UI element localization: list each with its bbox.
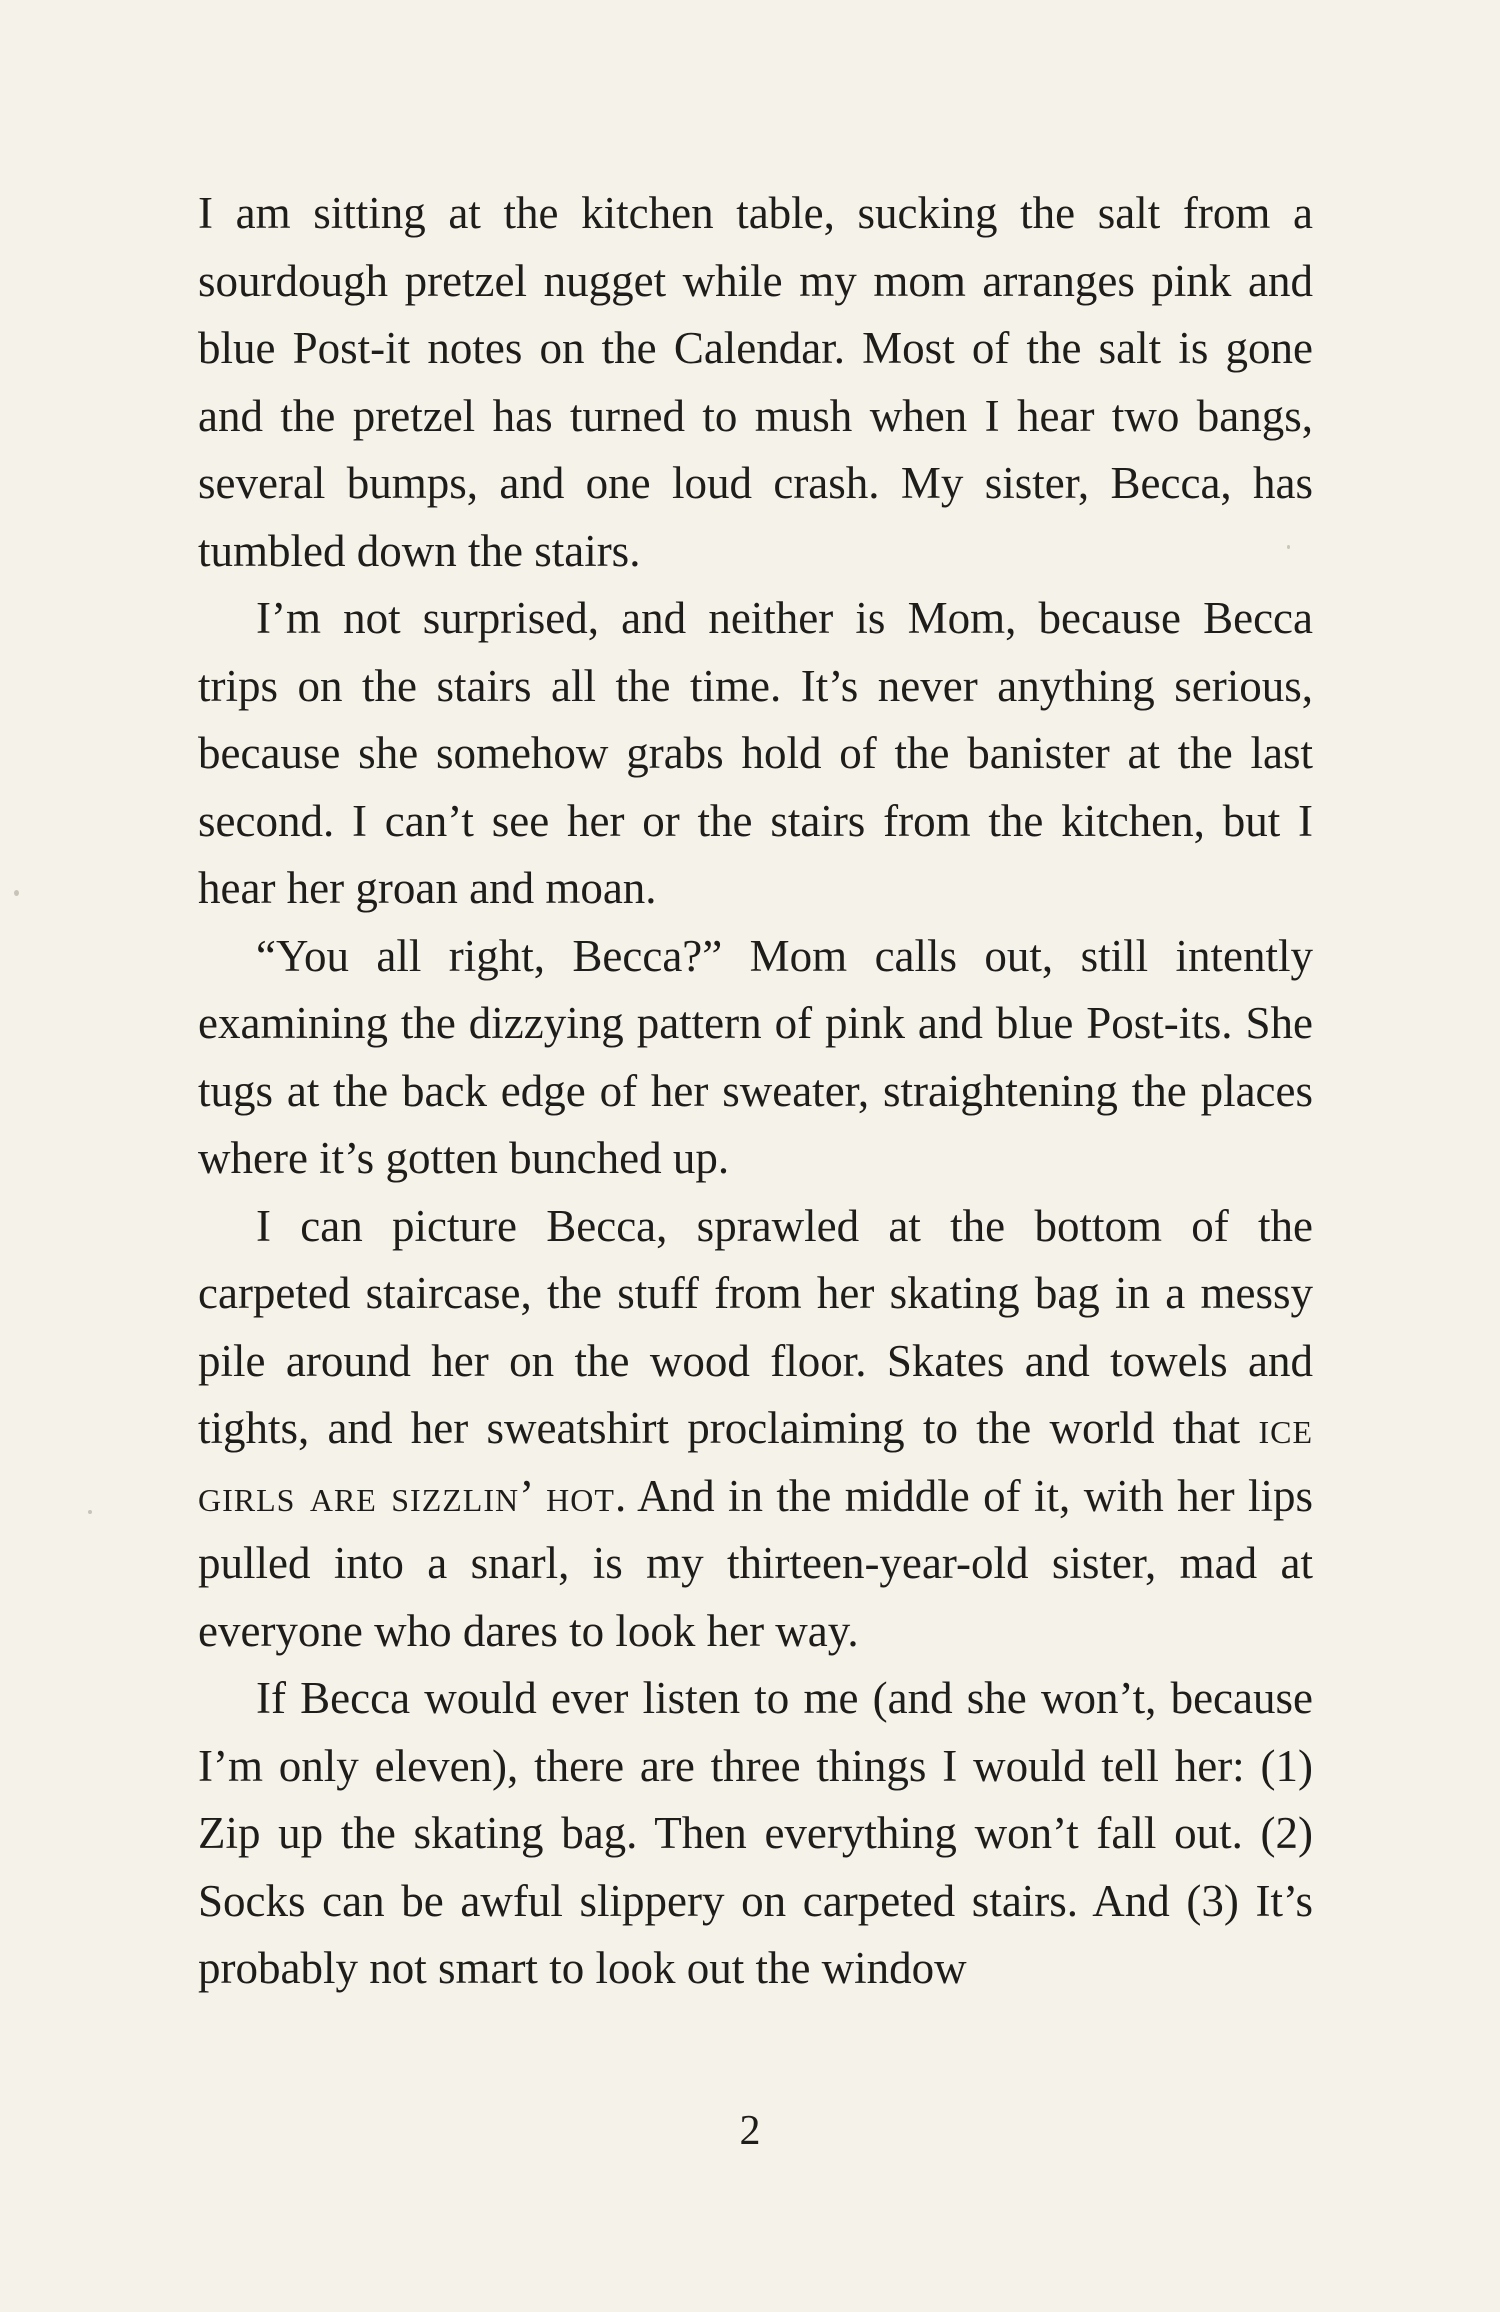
paragraph-3-text: “You all right, Becca?” Mom calls out, still intently examining the dizzying pattern of pink and blue Post-its. She tugs at the back edge of her sweater, straightening the places where it’s gotten bunched up. (198, 930, 1313, 1183)
paragraph-4 (198, 1193, 1313, 1666)
paper-speck (1287, 545, 1290, 549)
paragraph-1 (198, 180, 1313, 585)
paragraph-5 (198, 1665, 1313, 2003)
body-text (198, 180, 1313, 2003)
paragraph-2-text: I’m not surprised, and neither is Mom, because Becca trips on the stairs all the time. It’s never anything serious, because she somehow grabs hold of the banister at the last second. I can’t see her or the stairs from the kitchen, but I hear her groan and moan. (198, 593, 1313, 913)
paragraph-4-text-end: . And in the middle of it, with her lips pulled into a snarl, is my thirteen-year-old sister, mad at everyone who dares to look her way. (198, 1470, 1313, 1656)
paper-speck (14, 890, 19, 896)
page-number: 2 (739, 2108, 761, 2154)
paragraph-3 (198, 923, 1313, 1193)
paragraph-1-text: I am sitting at the kitchen table, sucking the salt from a sourdough pretzel nugget while my mom arranges pink and blue Post-it notes on the Calendar. Most of the salt is gone and the pretzel has turned to mush when I hear two bangs, several bumps, and one loud crash. My sister, Becca, has tumbled down the stairs. (198, 188, 1313, 576)
paper-speck (88, 1510, 92, 1514)
paragraph-2 (198, 585, 1313, 923)
sweatshirt-slogan: ice girls are sizzlin’ hot (198, 1403, 1313, 1521)
paragraph-5-text: If Becca would ever listen to me (and she won’t, because I’m only eleven), there are three things I would tell her: (1) Zip up the skating bag. Then everything won’t fall out. (2) Socks can be awful slippery on carpeted stairs. And (3) It’s probably not smart to look out the window (198, 1673, 1313, 1993)
paragraph-4-text-start: I can picture Becca, sprawled at the bottom of the carpeted staircase, the stuff from her skating bag in a messy pile around her on the wood floor. Skates and towels and tights, and her sweatshirt proclaiming to the world that (198, 1200, 1313, 1453)
